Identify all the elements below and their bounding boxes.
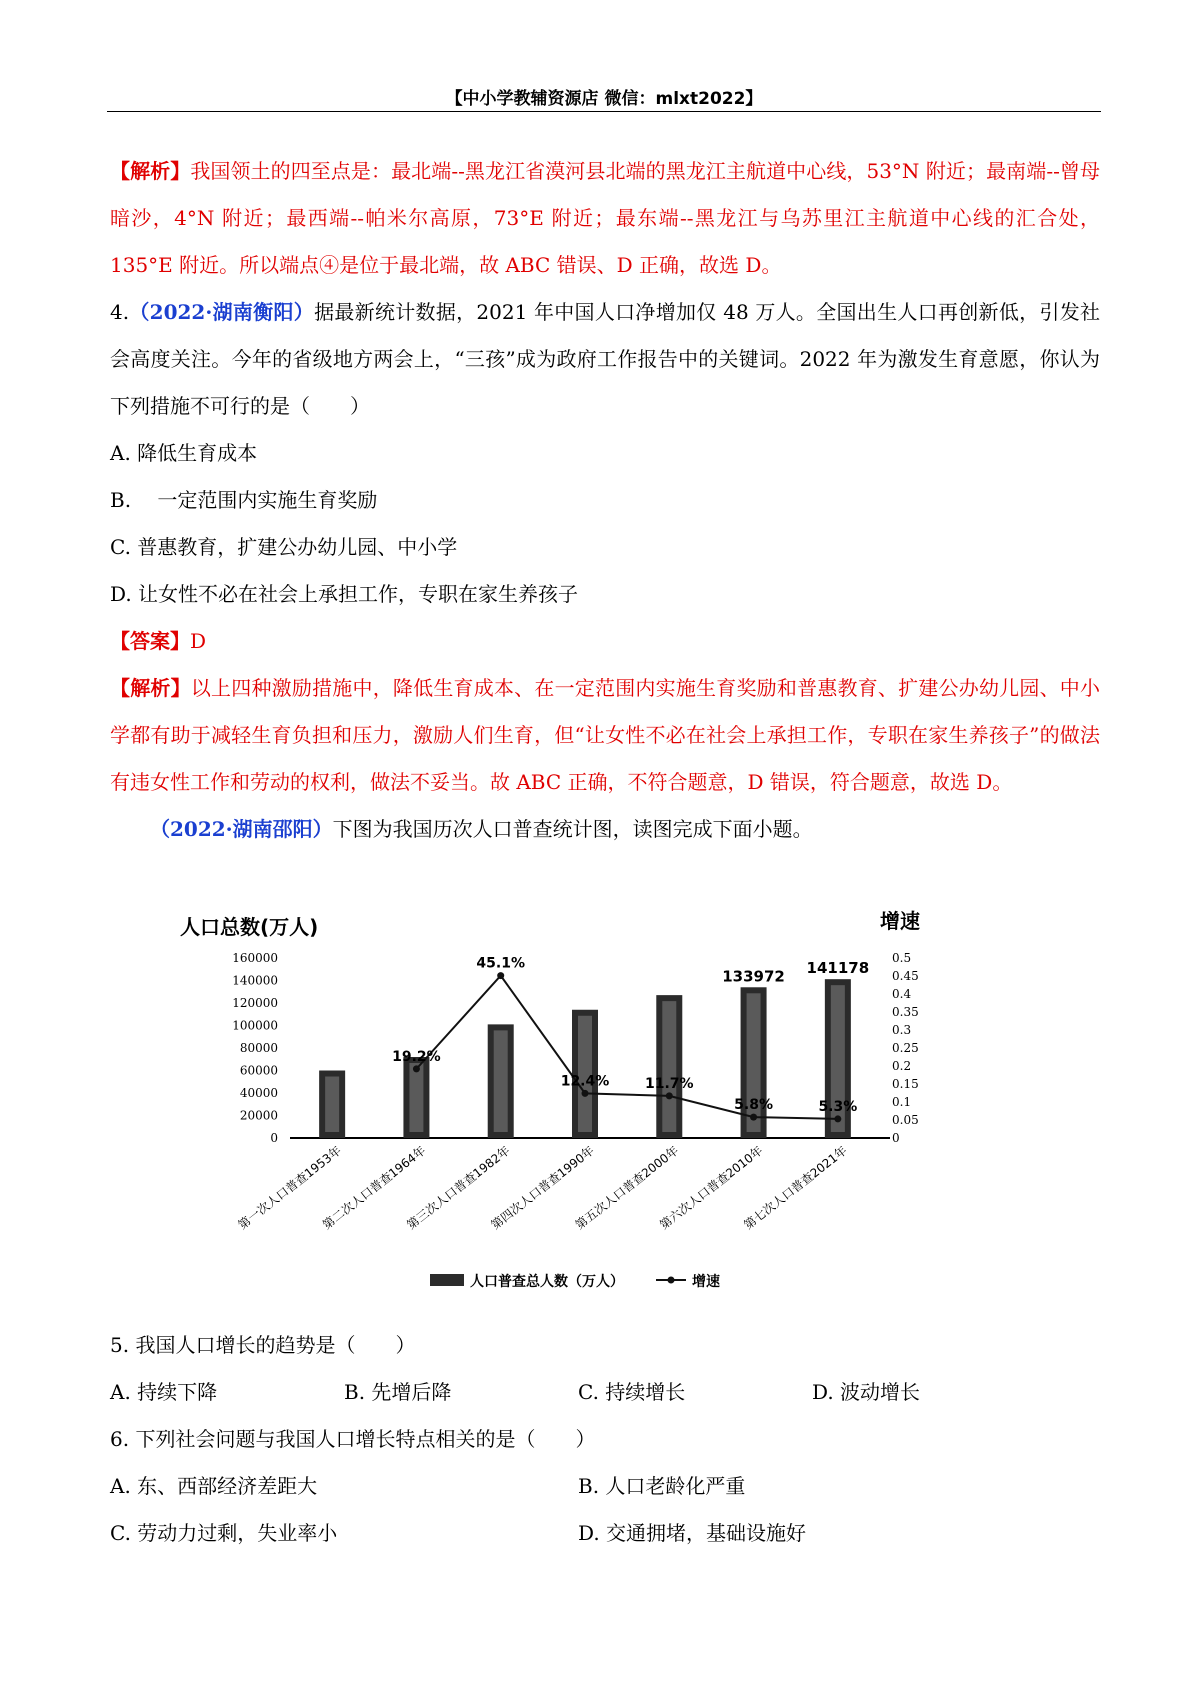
census-chart-svg — [180, 908, 1020, 1308]
y2-tick-label: 0.05 — [892, 1113, 919, 1127]
y-tick-label: 120000 — [232, 996, 278, 1010]
questions-lower — [110, 1322, 1100, 1557]
analysis-tag: 【解析】 — [110, 159, 191, 183]
question-number: 4. — [110, 300, 130, 324]
q5-options — [110, 1369, 1100, 1416]
growth-label: 5.8% — [734, 1097, 773, 1114]
x-tick-label: 第三次人口普查1982年 — [404, 1143, 513, 1233]
q6-options-row2 — [110, 1510, 1100, 1557]
legend-bar-label: 人口普查总人数（万人） — [470, 1274, 624, 1290]
census-chart — [180, 908, 1020, 1308]
header-divider — [107, 111, 1101, 112]
y-tick-label: 20000 — [239, 1108, 278, 1123]
growth-label: 11.7% — [644, 1075, 694, 1092]
growth-point — [666, 1092, 673, 1099]
legend-bar-swatch — [430, 1274, 464, 1286]
q4-analysis — [110, 665, 1100, 806]
x-tick-label: 第五次人口普查2000年 — [572, 1143, 682, 1233]
q6-options-row1 — [110, 1463, 1100, 1510]
q4-option-d: D. 让女性不必在社会上承担工作，专职在家生养孩子 — [110, 582, 579, 606]
y-tick-label: 140000 — [232, 973, 278, 988]
growth-line — [416, 976, 837, 1119]
y2-tick-label: 0.4 — [892, 987, 912, 1001]
x-tick-label: 第七次人口普查2021年 — [741, 1143, 850, 1233]
q6-stem: 6. 下列社会问题与我国人口增长特点相关的是（ ） — [110, 1427, 596, 1451]
answer-value: D — [190, 629, 207, 653]
q4-option-b: B. 一定范围内实施生育奖励 — [110, 488, 378, 512]
y-tick-label: 80000 — [239, 1041, 278, 1055]
x-tick-label: 第一次人口普查1953年 — [235, 1143, 344, 1233]
growth-point — [750, 1114, 757, 1121]
legend-line-marker — [668, 1277, 675, 1284]
q6-option-b: B. 人口老龄化严重 — [578, 1474, 746, 1498]
y2-tick-label: 0.3 — [892, 1023, 912, 1037]
question-text: 据最新统计数据，2021 年中国人口净增加仅 48 万人。全国出生人口再创新低，引发社会高度关注。今年的省级地方两会上，“三孩”成为政府工作报告中的关键词。2022 年为激发生育意愿，你认为下列措施不可行的是（ ） — [110, 300, 1100, 418]
x-tick-label: 第二次人口普查1964年 — [319, 1143, 429, 1233]
y-tick-label: 100000 — [232, 1018, 278, 1033]
bar-texture — [325, 1077, 339, 1133]
q3-analysis — [110, 148, 1100, 289]
group-intro — [110, 806, 1100, 853]
page-header: 【中小学教辅资源店 微信：mlxt2022】 — [445, 89, 763, 109]
bar-texture — [494, 1030, 508, 1132]
bar-value-label: 133972 — [722, 967, 785, 986]
legend-line-label: 增速 — [692, 1274, 720, 1290]
y2-tick-label: 0.5 — [892, 951, 912, 965]
q5-stem: 5. 我国人口增长的趋势是（ ） — [110, 1333, 416, 1357]
q5-option-d: D. 波动增长 — [812, 1380, 921, 1404]
page-content — [110, 148, 1100, 853]
q5-option-a: A. 持续下降 — [110, 1380, 218, 1404]
q6-option-a: A. 东、西部经济差距大 — [110, 1474, 318, 1498]
bar-texture — [662, 1001, 676, 1132]
q5-option-c: C. 持续增长 — [578, 1380, 686, 1404]
y2-tick-label: 0.25 — [892, 1041, 919, 1055]
q4-answer — [110, 618, 1100, 665]
question-source: （2022·湖南衡阳） — [129, 300, 315, 324]
analysis-text: 以上四种激励措施中，降低生育成本、在一定范围内实施生育奖励和普惠教育、扩建公办幼儿园、中小学都有助于减轻生育负担和压力，激励人们生育，但“让女性不必在社会上承担工作，专职在家生养孩子”的做法有违女性工作和劳动的权利，做法不妥当。故 ABC 正确，不符合题意，D 错误，符合题意，故选 D。 — [110, 676, 1101, 794]
q4-option-a: A. 降低生育成本 — [110, 441, 258, 465]
bar-value-label: 141178 — [806, 959, 870, 978]
y2-tick-label: 0.35 — [892, 1005, 919, 1019]
growth-label: 12.4% — [560, 1073, 610, 1090]
y-axis-title: 人口总数(万人) — [180, 915, 319, 939]
y2-tick-label: 0.2 — [892, 1059, 912, 1073]
q5-option-b: B. 先增后降 — [344, 1380, 452, 1404]
growth-label: 19.2% — [392, 1048, 441, 1065]
group-intro-text: 下图为我国历次人口普查统计图，读图完成下面小题。 — [332, 817, 813, 841]
y2-tick-label: 0 — [892, 1131, 900, 1145]
growth-label: 45.1% — [476, 955, 526, 972]
growth-label: 5.3% — [818, 1098, 858, 1115]
q6-option-d: D. 交通拥堵，基础设施好 — [578, 1521, 807, 1545]
x-tick-label: 第六次人口普查2010年 — [657, 1143, 766, 1233]
growth-point — [834, 1115, 841, 1122]
group-source: （2022·湖南邵阳） — [150, 817, 333, 841]
q4-stem — [110, 289, 1100, 430]
y2-axis-title: 增速 — [880, 909, 920, 933]
answer-tag: 【答案】 — [110, 629, 190, 653]
y2-tick-label: 0.1 — [892, 1095, 912, 1109]
y-tick-label: 0 — [270, 1131, 278, 1145]
y2-tick-label: 0.15 — [892, 1077, 919, 1091]
analysis-tag: 【解析】 — [110, 676, 191, 700]
y2-tick-label: 0.45 — [892, 969, 919, 983]
q4-option-c: C. 普惠教育，扩建公办幼儿园、中小学 — [110, 535, 458, 559]
y-tick-label: 160000 — [232, 951, 278, 965]
growth-point — [582, 1090, 589, 1097]
growth-point — [497, 972, 504, 979]
y-tick-label: 40000 — [239, 1086, 278, 1100]
x-tick-label: 第四次人口普查1990年 — [488, 1143, 597, 1233]
y-tick-label: 60000 — [239, 1063, 278, 1078]
q6-option-c: C. 劳动力过剩，失业率小 — [110, 1521, 338, 1545]
analysis-text: 我国领土的四至点是：最北端--黑龙江省漠河县北端的黑龙江主航道中心线，53°N 附近；最南端--曾母暗沙，4°N 附近；最西端--帕米尔高原，73°E 附近；最东端--黑龙江与乌苏里江主航道中心线的汇合处，135°E 附近。所以端点④是位于最北端，故 ABC 错误、D 正确，故选 D。 — [110, 159, 1100, 277]
growth-point — [413, 1065, 420, 1072]
bar-texture — [409, 1063, 423, 1132]
